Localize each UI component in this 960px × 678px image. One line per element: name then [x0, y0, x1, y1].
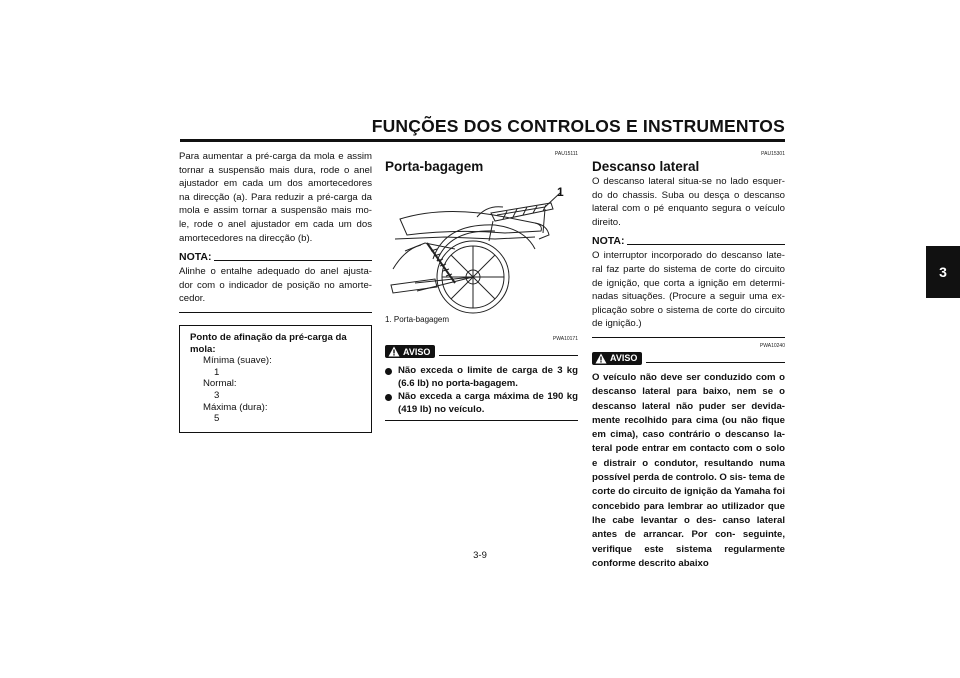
section-code: PAU15301	[761, 151, 785, 157]
column-left	[179, 150, 372, 433]
page-number: 3-9	[473, 550, 487, 561]
nota-text: O interruptor incorporado do descanso late- ral faz parte do sistema de corte do circuito de ignição, que corta a ignição em determi- nadas situações. (Procure a seguir uma ex- plicação sobre o sistema de corte do circuito de ignição.)	[592, 250, 785, 330]
luggage-rack-figure	[385, 179, 578, 315]
warning-triangle-icon	[388, 346, 400, 357]
sidestand-warning-text: O veículo não deve ser conduzido com o descanso lateral para baixo, nem se o descanso lateral não puder ser devida- mente recolhido para cima (ou não fique em cima), caso contrário o descanso la- teral pode entrar em contacto com o solo e distrair o condutor, resultando numa possível perda de controlo. O sis- tema de corte do circuito de ignição da Yamaha foi concebido para lembrar ao utilizador que lhe cabe levantar o des- canso lateral antes de arrancar. Por con- seguinte, verifique este sistema regularmente conforme descrito abaixo	[592, 371, 785, 569]
title-rule	[180, 139, 785, 142]
settings-name: Normal:	[203, 378, 237, 390]
warning-header	[385, 345, 578, 358]
settings-value: 5	[214, 413, 220, 425]
preload-instructions: Para aumentar a pré-carga da mola e assim tornar a suspensão mais dura, rode o anel ajustador em cada um dos amortecedores na direcção (a). Para reduzir a pré-carga da mola e assim tornar a suspensão mais mo- le, rode o anel ajustador em cada um dos amortecedores na direcção (b).	[179, 151, 372, 244]
settings-value: 3	[214, 389, 220, 401]
warning-label: AVISO	[403, 346, 431, 357]
settings-name: Máxima (dura):	[203, 401, 268, 413]
list-item	[385, 365, 578, 390]
bullet-icon	[385, 394, 392, 401]
list-item-text: Não exceda o limite de carga de 3 kg (6.6 lb) no porta-bagagem.	[398, 365, 578, 389]
section-heading-sidestand: Descanso lateral	[592, 159, 700, 174]
warning-badge	[592, 352, 642, 365]
warning-end-rule	[385, 420, 578, 421]
settings-title: Ponto de afinação da pré-carga da mola:	[190, 331, 347, 355]
warning-triangle-icon	[595, 353, 607, 364]
warning-header	[592, 352, 785, 365]
nota-header	[592, 235, 785, 247]
warning-list	[385, 365, 578, 416]
callout-number: 1	[557, 185, 564, 199]
nota-text: Alinhe o entalhe adequado do anel ajusta- dor com o indicador de posição no amorte- cedor.	[179, 266, 372, 305]
nota-label: NOTA:	[179, 251, 212, 264]
sidestand-intro: O descanso lateral situa-se no lado esquer- do do chassis. Suba ou desça o descanso lateral com o pé enquanto segura o veículo direito.	[592, 176, 785, 228]
warning-rule	[439, 355, 578, 356]
nota-rule	[214, 260, 372, 261]
settings-name: Mínima (suave):	[203, 355, 272, 367]
warning-code: PWA10171	[552, 336, 578, 342]
preload-settings-box	[179, 325, 372, 433]
bullet-icon	[385, 368, 392, 375]
page-title: FUNÇÕES DOS CONTROLOS E INSTRUMENTOS	[371, 116, 785, 136]
nota-end-rule	[179, 312, 372, 313]
column-right	[592, 150, 785, 571]
section-code: PAU15111	[554, 151, 578, 157]
list-item-text: Não exceda a carga máxima de 190 kg (419 lb) no veículo.	[398, 391, 578, 415]
list-item	[385, 391, 578, 416]
warning-rule	[646, 362, 785, 363]
section-heading-luggage-rack: Porta-bagagem	[385, 159, 484, 174]
chapter-tab: 3	[926, 246, 960, 298]
warning-label: AVISO	[610, 353, 638, 364]
nota-rule	[627, 244, 785, 245]
nota-end-rule	[592, 337, 785, 338]
motorcycle-rear-illustration	[385, 179, 578, 315]
figure-caption: 1. Porta-bagagem	[385, 315, 450, 324]
nota-label: NOTA:	[592, 235, 625, 248]
column-middle	[385, 150, 578, 421]
warning-badge	[385, 345, 435, 358]
warning-code: PWA10240	[759, 342, 785, 349]
nota-header	[179, 251, 372, 263]
settings-value: 1	[214, 366, 220, 378]
